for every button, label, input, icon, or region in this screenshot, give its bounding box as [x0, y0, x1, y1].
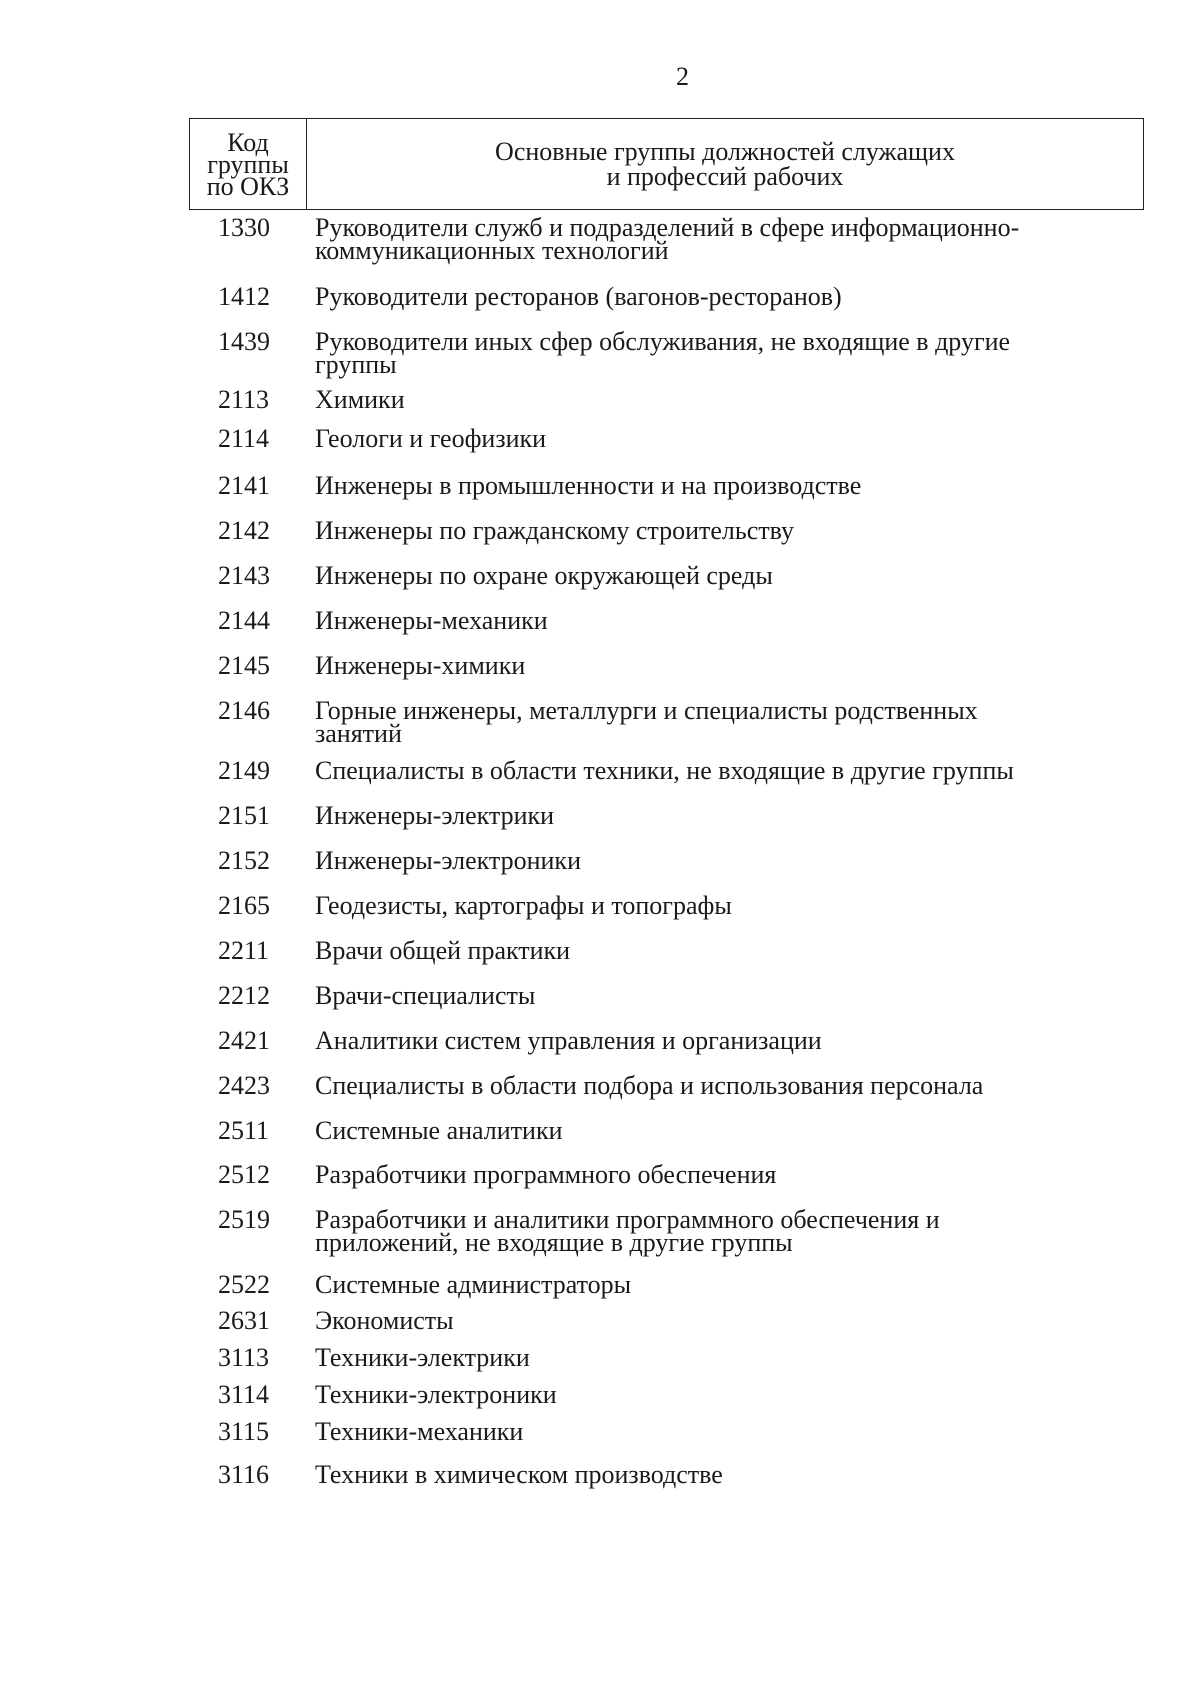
okz-code: 2165	[218, 891, 270, 920]
header-code-column	[190, 119, 307, 209]
occupation-group-name-line: группы	[315, 350, 397, 379]
occupation-group-name	[315, 561, 1115, 590]
okz-code: 1439	[218, 327, 270, 356]
okz-code: 2146	[218, 696, 270, 725]
okz-code: 2113	[218, 385, 270, 414]
okz-code: 3115	[218, 1417, 270, 1446]
occupation-group-name-line: Техники в химическом производстве	[315, 1460, 723, 1489]
okz-code: 2152	[218, 846, 270, 875]
okz-code: 2143	[218, 561, 270, 590]
page-number: 2	[676, 62, 689, 91]
occupation-group-name-line: Специалисты в области техники, не входящие в другие группы	[315, 756, 1014, 785]
okz-code: 3116	[218, 1460, 270, 1489]
occupation-group-name-line: Инженеры-электроники	[315, 846, 581, 875]
occupation-group-name-line: Геодезисты, картографы и топографы	[315, 891, 732, 920]
okz-code: 3114	[218, 1380, 270, 1409]
occupation-group-name-line: Системные администраторы	[315, 1270, 632, 1299]
okz-code: 2522	[218, 1270, 270, 1299]
okz-code: 1330	[218, 213, 270, 242]
okz-code: 2144	[218, 606, 270, 635]
occupation-group-name	[315, 651, 1115, 680]
occupation-group-name	[315, 936, 1115, 965]
occupation-group-name	[315, 424, 1115, 453]
header-title-line: и профессий рабочих	[606, 162, 844, 191]
okz-code: 2519	[218, 1205, 270, 1234]
okz-code: 2141	[218, 471, 270, 500]
occupation-group-name-line: Инженеры-электрики	[315, 801, 555, 830]
occupation-group-name-line: Инженеры по гражданскому строительству	[315, 516, 795, 545]
okz-code: 2211	[218, 936, 270, 965]
occupation-group-name-line: приложений, не входящие в другие группы	[315, 1228, 793, 1257]
okz-code: 2114	[218, 424, 270, 453]
occupation-group-name-line: Специалисты в области подбора и использования персонала	[315, 1071, 984, 1100]
occupation-group-name	[315, 1026, 1115, 1055]
okz-code: 2149	[218, 756, 270, 785]
occupation-group-name-line: Руководители иных сфер обслуживания, не входящие в другие	[315, 327, 1011, 356]
occupation-group-name-line: Врачи-специалисты	[315, 981, 536, 1010]
occupation-group-name	[315, 696, 1115, 748]
okz-code: 2212	[218, 981, 270, 1010]
occupation-group-name	[315, 756, 1115, 785]
occupation-group-name-line: Аналитики систем управления и организации	[315, 1026, 822, 1055]
occupation-group-name	[315, 1160, 1115, 1189]
header-title-column	[307, 119, 1143, 209]
occupation-group-name-line: Инженеры-химики	[315, 651, 526, 680]
occupation-group-name-line: Инженеры по охране окружающей среды	[315, 561, 773, 590]
occupation-group-name	[315, 846, 1115, 875]
occupation-group-name	[315, 282, 1115, 311]
header-code-line: группы	[207, 150, 289, 179]
occupation-group-name-line: Руководители служб и подразделений в сфере информационно-	[315, 213, 1020, 242]
occupation-group-name-line: Инженеры-механики	[315, 606, 548, 635]
occupation-group-name	[315, 471, 1115, 500]
occupation-group-name	[315, 981, 1115, 1010]
occupation-group-name-line: Техники-электрики	[315, 1343, 530, 1372]
occupation-group-name-line: Системные аналитики	[315, 1116, 563, 1145]
occupation-group-name	[315, 1460, 1115, 1489]
okz-code: 3113	[218, 1343, 270, 1372]
occupation-group-name	[315, 801, 1115, 830]
occupation-group-name	[315, 1270, 1115, 1299]
okz-code: 2423	[218, 1071, 270, 1100]
occupation-group-name-line: коммуникационных технологий	[315, 236, 669, 265]
okz-code: 2145	[218, 651, 270, 680]
occupation-group-name	[315, 606, 1115, 635]
occupation-group-name	[315, 327, 1115, 379]
occupation-group-name-line: Экономисты	[315, 1306, 454, 1335]
occupation-group-name-line: Химики	[315, 385, 405, 414]
occupation-group-name	[315, 1071, 1115, 1100]
occupation-group-name	[315, 1205, 1115, 1257]
occupation-group-name	[315, 1343, 1115, 1372]
okz-code: 2511	[218, 1116, 270, 1145]
header-title-line: Основные группы должностей служащих	[495, 137, 955, 166]
occupation-group-name-line: Врачи общей практики	[315, 936, 571, 965]
okz-code: 2421	[218, 1026, 270, 1055]
occupation-group-name-line: Техники-механики	[315, 1417, 524, 1446]
okz-code: 2151	[218, 801, 270, 830]
occupation-group-name-line: Горные инженеры, металлурги и специалисты родственных	[315, 696, 978, 725]
occupation-group-name	[315, 891, 1115, 920]
okz-code: 1412	[218, 282, 270, 311]
occupation-group-name	[315, 1306, 1115, 1335]
occupation-group-name	[315, 516, 1115, 545]
occupation-group-name	[315, 1380, 1115, 1409]
occupation-group-name	[315, 213, 1115, 265]
okz-code: 2142	[218, 516, 270, 545]
table-header	[189, 118, 1144, 210]
header-code-line: Код	[227, 128, 269, 157]
occupation-group-name-line: Разработчики программного обеспечения	[315, 1160, 777, 1189]
occupation-group-name-line: занятий	[315, 719, 402, 748]
occupation-group-name-line: Разработчики и аналитики программного обеспечения и	[315, 1205, 940, 1234]
header-code-line: по ОКЗ	[206, 172, 290, 201]
occupation-group-name	[315, 1116, 1115, 1145]
occupation-group-name-line: Геологи и геофизики	[315, 424, 547, 453]
okz-code: 2512	[218, 1160, 270, 1189]
occupation-group-name-line: Техники-электроники	[315, 1380, 557, 1409]
occupation-group-name	[315, 1417, 1115, 1446]
okz-code: 2631	[218, 1306, 270, 1335]
occupation-group-name-line: Инженеры в промышленности и на производстве	[315, 471, 862, 500]
occupation-group-name-line: Руководители ресторанов (вагонов-ресторанов)	[315, 282, 842, 311]
occupation-group-name	[315, 385, 1115, 414]
